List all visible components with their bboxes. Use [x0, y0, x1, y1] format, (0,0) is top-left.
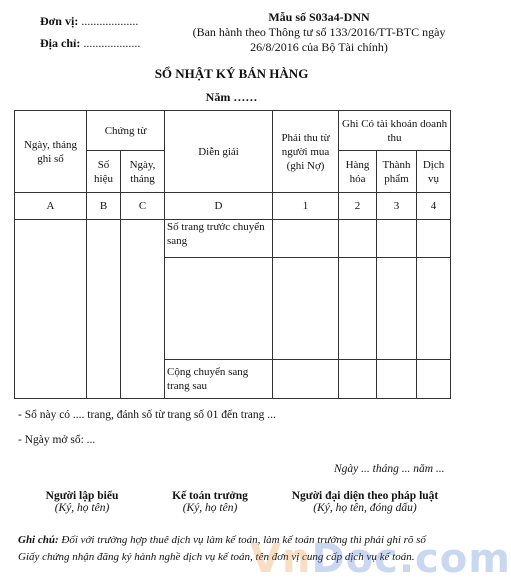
- products-cell[interactable]: [377, 220, 417, 258]
- products-cell[interactable]: [377, 258, 417, 360]
- code-d: D: [165, 193, 273, 220]
- carried-forward-label: Số trang trước chuyển sang: [165, 220, 273, 258]
- carry-over-label: Cộng chuyển sang trang sau: [165, 360, 273, 399]
- page-title: SỔ NHẬT KÝ BÁN HÀNG: [154, 66, 309, 81]
- issued-line-1: (Ban hành theo Thông tư số 133/2016/TT-BTC ngày: [192, 25, 446, 39]
- code-1: 1: [273, 193, 339, 220]
- watermark-part-2: Doc.com: [311, 536, 511, 582]
- header-voucher-no: Số hiệu: [87, 151, 121, 193]
- signature-maker: [22, 490, 142, 514]
- code-4: 4: [417, 193, 451, 220]
- description-cell[interactable]: [165, 258, 273, 360]
- header-services: Dịch vụ: [417, 151, 451, 193]
- receivable-cell[interactable]: [273, 258, 339, 360]
- signature-legal-rep: [276, 490, 454, 514]
- header-goods: Hàng hóa: [339, 151, 377, 193]
- header-credit: Ghi Có tài khoản doanh thu: [339, 111, 451, 151]
- footnote: [18, 532, 450, 566]
- accountant-sub: (Ký, họ tên): [182, 502, 238, 514]
- legal-title: Người đại diện theo pháp luật: [291, 490, 439, 502]
- receivable-cell[interactable]: [273, 220, 339, 258]
- footnote-text: Đối với trường hợp thuê dịch vụ làm kế toán, làm kế toán trưởng thì phải ghi rõ số Giấy chứng nhận đăng ký hành nghề dịch vụ kế toán, tên đơn vị cung cấp dịch vụ kế toán.: [18, 534, 426, 563]
- goods-cell[interactable]: [339, 220, 377, 258]
- maker-title: Người lập biểu: [45, 490, 119, 502]
- header-voucher-date: Ngày, tháng: [121, 151, 165, 193]
- unit-info: [40, 10, 140, 54]
- goods-cell[interactable]: [339, 258, 377, 360]
- goods-cell[interactable]: [339, 360, 377, 399]
- address-dots: ...................: [80, 36, 141, 50]
- sales-journal-table: [14, 110, 451, 399]
- code-c: C: [121, 193, 165, 220]
- form-number: Mẫu số S03a4-DNN: [268, 10, 370, 24]
- header-description: Diễn giải: [165, 111, 273, 193]
- date-cell[interactable]: [15, 220, 87, 399]
- header-date: Ngày, tháng ghi sổ: [15, 111, 87, 193]
- code-b: B: [87, 193, 121, 220]
- footnote-label: Ghi chú:: [18, 534, 59, 546]
- services-cell[interactable]: [417, 258, 451, 360]
- issued-line-2: 26/8/2016 của Bộ Tài chính): [250, 40, 388, 54]
- accountant-title: Kế toán trưởng: [172, 490, 248, 502]
- form-info: [188, 10, 450, 55]
- products-cell[interactable]: [377, 360, 417, 399]
- code-a: A: [15, 193, 87, 220]
- legal-sub: (Ký, họ tên, đóng dấu): [313, 502, 417, 514]
- code-3: 3: [377, 193, 417, 220]
- code-2: 2: [339, 193, 377, 220]
- header-products: Thành phẩm: [377, 151, 417, 193]
- open-date-note: - Ngày mở sổ: ...: [18, 434, 96, 446]
- table-row: [15, 220, 451, 258]
- voucher-date-cell[interactable]: [121, 220, 165, 399]
- year-line: Năm ……: [205, 90, 258, 104]
- pages-note: - Sổ này có .... trang, đánh số từ trang số 01 đến trang ...: [18, 409, 276, 421]
- date-line: Ngày ... tháng ... năm ...: [334, 463, 445, 475]
- services-cell[interactable]: [417, 220, 451, 258]
- header-receivable: Phải thu từ người mua (ghi Nợ): [273, 111, 339, 193]
- watermark-part-1: Vn: [250, 536, 312, 582]
- receivable-cell[interactable]: [273, 360, 339, 399]
- signature-accountant: [150, 490, 270, 514]
- header-voucher: Chứng từ: [87, 111, 165, 151]
- unit-dots: ...................: [78, 14, 139, 28]
- maker-sub: (Ký, họ tên): [54, 502, 110, 514]
- address-label: Địa chỉ:: [40, 36, 81, 50]
- unit-label: Đơn vị:: [40, 14, 79, 28]
- services-cell[interactable]: [417, 360, 451, 399]
- voucher-no-cell[interactable]: [87, 220, 121, 399]
